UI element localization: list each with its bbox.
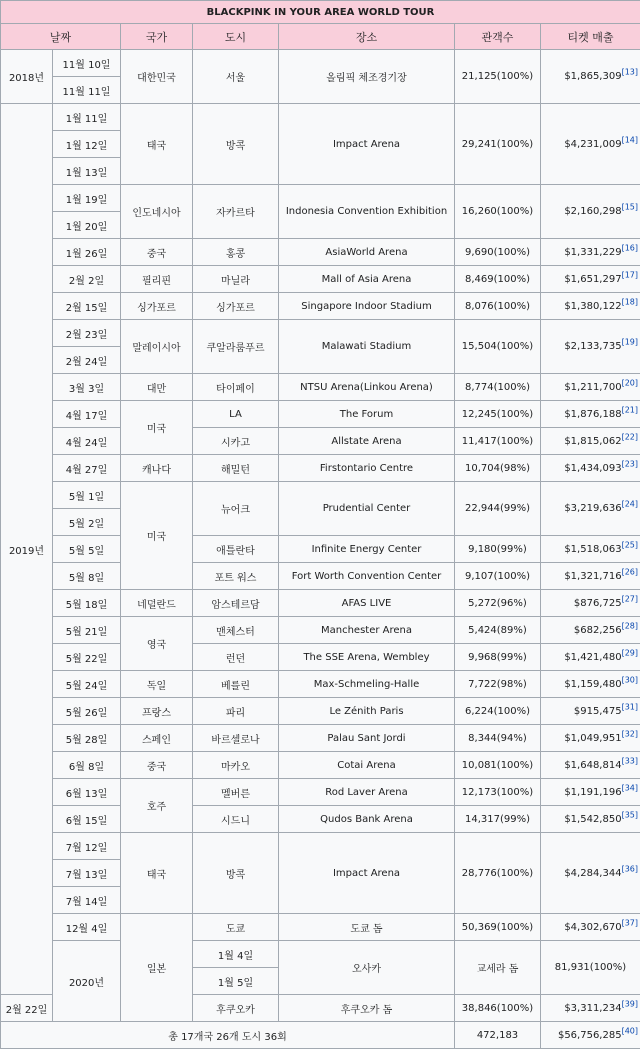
table-row (1, 941, 640, 968)
city-cell: 방콕 (193, 104, 279, 185)
audience-cell: 21,125(100%) (455, 50, 541, 104)
venue-cell: 교세라 돔 (455, 941, 541, 995)
city-cell: 바르셀로나 (193, 725, 279, 752)
revenue-cell: $1,321,716[26] (541, 563, 640, 590)
city-cell: 암스테르담 (193, 590, 279, 617)
country-cell: 태국 (121, 104, 193, 185)
revenue-cell: $1,331,229[16] (541, 239, 640, 266)
audience-cell: 6,224(100%) (455, 698, 541, 725)
venue-cell: AFAS LIVE (279, 590, 455, 617)
city-cell: 오사카 (279, 941, 455, 995)
revenue-cell: $876,725[27] (541, 590, 640, 617)
city-cell: 시드니 (193, 806, 279, 833)
date-cell: 1월 20일 (53, 212, 121, 239)
venue-cell: Rod Laver Arena (279, 779, 455, 806)
audience-cell: 7,722(98%) (455, 671, 541, 698)
date-cell: 5월 26일 (53, 698, 121, 725)
date-cell: 4월 24일 (53, 428, 121, 455)
city-cell: 홍콩 (193, 239, 279, 266)
reference-link[interactable]: [37] (622, 918, 638, 927)
revenue-cell: $1,815,062[22] (541, 428, 640, 455)
city-cell: 뉴어크 (193, 482, 279, 536)
table-row (1, 833, 640, 860)
audience-cell: 9,180(99%) (455, 536, 541, 563)
date-cell: 5월 24일 (53, 671, 121, 698)
venue-cell: Allstate Arena (279, 428, 455, 455)
venue-cell: Palau Sant Jordi (279, 725, 455, 752)
table-row (1, 536, 640, 563)
reference-link[interactable]: [13] (622, 68, 638, 77)
revenue-cell: $1,648,814[33] (541, 752, 640, 779)
revenue-cell: $1,191,196[34] (541, 779, 640, 806)
table-row (1, 455, 640, 482)
venue-cell: NTSU Arena(Linkou Arena) (279, 374, 455, 401)
reference-link[interactable]: [28] (622, 621, 638, 630)
reference-link[interactable]: [23] (622, 459, 638, 468)
date-cell: 5월 28일 (53, 725, 121, 752)
audience-cell: 8,344(94%) (455, 725, 541, 752)
country-cell: 중국 (121, 752, 193, 779)
venue-cell: Le Zénith Paris (279, 698, 455, 725)
total-revenue: $56,756,285[40] (541, 1022, 640, 1049)
date-cell: 3월 3일 (53, 374, 121, 401)
city-cell: 싱가포르 (193, 293, 279, 320)
reference-link[interactable]: [15] (622, 203, 638, 212)
country-cell: 필리핀 (121, 266, 193, 293)
table-row (1, 563, 640, 590)
revenue-cell: $1,518,063[25] (541, 536, 640, 563)
date-cell: 5월 22일 (53, 644, 121, 671)
audience-cell: 12,245(100%) (455, 401, 541, 428)
table-row (1, 644, 640, 671)
reference-link[interactable]: [14] (622, 135, 638, 144)
city-cell: LA (193, 401, 279, 428)
city-cell: 베를린 (193, 671, 279, 698)
total-label: 총 17개국 26개 도시 36회 (1, 1022, 455, 1049)
city-cell: 마닐라 (193, 266, 279, 293)
revenue-cell: $4,284,344[36] (541, 833, 640, 914)
date-cell: 5월 1일 (53, 482, 121, 509)
revenue-cell: $4,231,009[14] (541, 104, 640, 185)
city-cell: 포트 워스 (193, 563, 279, 590)
table-row (1, 698, 640, 725)
audience-cell: 81,931(100%) (541, 941, 640, 995)
venue-cell: 올림픽 체조경기장 (279, 50, 455, 104)
revenue-cell: $3,311,234[39] (541, 995, 640, 1022)
date-cell: 4월 17일 (53, 401, 121, 428)
city-cell: 도쿄 (193, 914, 279, 941)
date-cell: 1월 5일 (193, 968, 279, 995)
city-cell: 자카르타 (193, 185, 279, 239)
audience-cell: 9,690(100%) (455, 239, 541, 266)
revenue-cell: $1,865,309[13] (541, 50, 640, 104)
audience-cell: 29,241(100%) (455, 104, 541, 185)
reference-link[interactable]: [40] (622, 1026, 638, 1035)
table-row (1, 374, 640, 401)
venue-cell: Qudos Bank Arena (279, 806, 455, 833)
table-row (1, 482, 640, 509)
date-cell: 2월 2일 (53, 266, 121, 293)
revenue-cell: $1,876,188[21] (541, 401, 640, 428)
reference-link[interactable]: [32] (622, 729, 638, 738)
header-audience: 관객수 (455, 24, 541, 50)
date-cell: 5월 2일 (53, 509, 121, 536)
city-cell: 타이페이 (193, 374, 279, 401)
city-cell: 마카오 (193, 752, 279, 779)
country-cell: 대만 (121, 374, 193, 401)
city-cell: 멜버른 (193, 779, 279, 806)
date-cell: 4월 27일 (53, 455, 121, 482)
country-cell: 일본 (121, 914, 193, 1022)
date-cell: 7월 14일 (53, 887, 121, 914)
venue-cell: Malawati Stadium (279, 320, 455, 374)
audience-cell: 14,317(99%) (455, 806, 541, 833)
header-revenue: 티켓 매출 (541, 24, 640, 50)
date-cell: 1월 26일 (53, 239, 121, 266)
reference-link[interactable]: [20] (622, 378, 638, 387)
date-cell: 2월 22일 (1, 995, 53, 1022)
revenue-cell: $1,380,122[18] (541, 293, 640, 320)
city-cell: 방콕 (193, 833, 279, 914)
revenue-cell: $1,211,700[20] (541, 374, 640, 401)
country-cell: 프랑스 (121, 698, 193, 725)
date-cell: 1월 11일 (53, 104, 121, 131)
header-date: 날짜 (1, 24, 121, 50)
reference-link[interactable]: [27] (622, 594, 638, 603)
venue-cell: The SSE Arena, Wembley (279, 644, 455, 671)
table-row (1, 806, 640, 833)
country-cell: 인도네시아 (121, 185, 193, 239)
venue-cell: Fort Worth Convention Center (279, 563, 455, 590)
table-row (1, 590, 640, 617)
table-row (1, 401, 640, 428)
reference-link[interactable]: [24] (622, 500, 638, 509)
venue-cell: 후쿠오카 돔 (279, 995, 455, 1022)
audience-cell: 22,944(99%) (455, 482, 541, 536)
reference-link[interactable]: [22] (622, 432, 638, 441)
venue-cell: The Forum (279, 401, 455, 428)
reference-link[interactable]: [25] (622, 540, 638, 549)
reference-link[interactable]: [34] (622, 783, 638, 792)
venue-cell: Prudential Center (279, 482, 455, 536)
year-cell: 2018년 (1, 50, 53, 104)
table-row (1, 293, 640, 320)
reference-link[interactable]: [16] (622, 243, 638, 252)
venue-cell: 도쿄 돔 (279, 914, 455, 941)
table-row (1, 104, 640, 131)
table-title: BLACKPINK IN YOUR AREA WORLD TOUR (1, 1, 640, 24)
audience-cell: 38,846(100%) (455, 995, 541, 1022)
table-row (1, 428, 640, 455)
date-cell: 5월 8일 (53, 563, 121, 590)
city-cell: 서울 (193, 50, 279, 104)
date-cell: 7월 12일 (53, 833, 121, 860)
country-cell: 대한민국 (121, 50, 193, 104)
country-cell: 스페인 (121, 725, 193, 752)
revenue-cell: $1,651,297[17] (541, 266, 640, 293)
revenue-cell: $4,302,670[37] (541, 914, 640, 941)
city-cell: 시카고 (193, 428, 279, 455)
country-cell: 호주 (121, 779, 193, 833)
audience-cell: 15,504(100%) (455, 320, 541, 374)
total-row (1, 1022, 640, 1049)
audience-cell: 8,076(100%) (455, 293, 541, 320)
venue-cell: AsiaWorld Arena (279, 239, 455, 266)
revenue-cell: $1,434,093[23] (541, 455, 640, 482)
country-cell: 미국 (121, 401, 193, 455)
reference-link[interactable]: [39] (622, 999, 638, 1008)
table-row (1, 671, 640, 698)
country-cell: 중국 (121, 239, 193, 266)
table-row (1, 617, 640, 644)
audience-cell: 11,417(100%) (455, 428, 541, 455)
reference-link[interactable]: [31] (622, 702, 638, 711)
table-row (1, 239, 640, 266)
date-cell: 11월 10일 (53, 50, 121, 77)
audience-cell: 5,424(89%) (455, 617, 541, 644)
date-cell: 11월 11일 (53, 77, 121, 104)
venue-cell: Impact Arena (279, 104, 455, 185)
city-cell: 맨체스터 (193, 617, 279, 644)
table-row (1, 725, 640, 752)
revenue-cell: $2,160,298[15] (541, 185, 640, 239)
venue-cell: Firstontario Centre (279, 455, 455, 482)
date-cell: 6월 8일 (53, 752, 121, 779)
audience-cell: 5,272(96%) (455, 590, 541, 617)
venue-cell: Infinite Energy Center (279, 536, 455, 563)
table-row (1, 266, 640, 293)
country-cell: 독일 (121, 671, 193, 698)
date-cell: 5월 21일 (53, 617, 121, 644)
reference-link[interactable]: [18] (622, 297, 638, 306)
revenue-cell: $1,049,951[32] (541, 725, 640, 752)
table-row (1, 320, 640, 347)
table-row (1, 779, 640, 806)
city-cell: 쿠알라룸푸르 (193, 320, 279, 374)
venue-cell: Singapore Indoor Stadium (279, 293, 455, 320)
table-row (1, 50, 640, 77)
reference-link[interactable]: [29] (622, 648, 638, 657)
date-cell: 1월 12일 (53, 131, 121, 158)
audience-cell: 12,173(100%) (455, 779, 541, 806)
total-audience: 472,183 (455, 1022, 541, 1049)
date-cell: 1월 19일 (53, 185, 121, 212)
header-venue: 장소 (279, 24, 455, 50)
country-cell: 영국 (121, 617, 193, 671)
country-cell: 캐나다 (121, 455, 193, 482)
city-cell: 애틀란타 (193, 536, 279, 563)
header-city: 도시 (193, 24, 279, 50)
reference-link[interactable]: [30] (622, 675, 638, 684)
venue-cell: Mall of Asia Arena (279, 266, 455, 293)
venue-cell: Impact Arena (279, 833, 455, 914)
audience-cell: 50,369(100%) (455, 914, 541, 941)
reference-link[interactable]: [33] (622, 756, 638, 765)
venue-cell: Indonesia Convention Exhibition (279, 185, 455, 239)
date-cell: 6월 15일 (53, 806, 121, 833)
date-cell: 7월 13일 (53, 860, 121, 887)
table-row (1, 752, 640, 779)
venue-cell: Max-Schmeling-Halle (279, 671, 455, 698)
country-cell: 네덜란드 (121, 590, 193, 617)
audience-cell: 8,774(100%) (455, 374, 541, 401)
audience-cell: 10,704(98%) (455, 455, 541, 482)
venue-cell: Cotai Arena (279, 752, 455, 779)
reference-link[interactable]: [17] (622, 270, 638, 279)
reference-link[interactable]: [21] (622, 405, 638, 414)
date-cell: 2월 23일 (53, 320, 121, 347)
country-cell: 말레이시아 (121, 320, 193, 374)
table-row (1, 185, 640, 212)
audience-cell: 10,081(100%) (455, 752, 541, 779)
header-country: 국가 (121, 24, 193, 50)
country-cell: 태국 (121, 833, 193, 914)
date-cell: 5월 5일 (53, 536, 121, 563)
audience-cell: 28,776(100%) (455, 833, 541, 914)
city-cell: 파리 (193, 698, 279, 725)
year-cell: 2019년 (1, 104, 53, 995)
revenue-cell: $2,133,735[19] (541, 320, 640, 374)
country-cell: 싱가포르 (121, 293, 193, 320)
date-cell: 2월 15일 (53, 293, 121, 320)
year-cell: 2020년 (53, 941, 121, 1022)
revenue-cell: $915,475[31] (541, 698, 640, 725)
city-cell: 런던 (193, 644, 279, 671)
venue-cell: Manchester Arena (279, 617, 455, 644)
revenue-cell: $1,421,480[29] (541, 644, 640, 671)
reference-link[interactable]: [19] (622, 338, 638, 347)
country-cell: 미국 (121, 482, 193, 590)
date-cell: 5월 18일 (53, 590, 121, 617)
reference-link[interactable]: [26] (622, 567, 638, 576)
audience-cell: 9,968(99%) (455, 644, 541, 671)
audience-cell: 9,107(100%) (455, 563, 541, 590)
audience-cell: 16,260(100%) (455, 185, 541, 239)
revenue-cell: $1,159,480[30] (541, 671, 640, 698)
table-row (1, 914, 640, 941)
audience-cell: 8,469(100%) (455, 266, 541, 293)
date-cell: 6월 13일 (53, 779, 121, 806)
date-cell: 1월 4일 (193, 941, 279, 968)
date-cell: 2월 24일 (53, 347, 121, 374)
date-cell: 1월 13일 (53, 158, 121, 185)
city-cell: 해밀턴 (193, 455, 279, 482)
revenue-cell: $3,219,636[24] (541, 482, 640, 536)
date-cell: 12월 4일 (53, 914, 121, 941)
city-cell: 후쿠오카 (193, 995, 279, 1022)
revenue-cell: $1,542,850[35] (541, 806, 640, 833)
reference-link[interactable]: [35] (622, 810, 638, 819)
reference-link[interactable]: [36] (622, 864, 638, 873)
revenue-cell: $682,256[28] (541, 617, 640, 644)
